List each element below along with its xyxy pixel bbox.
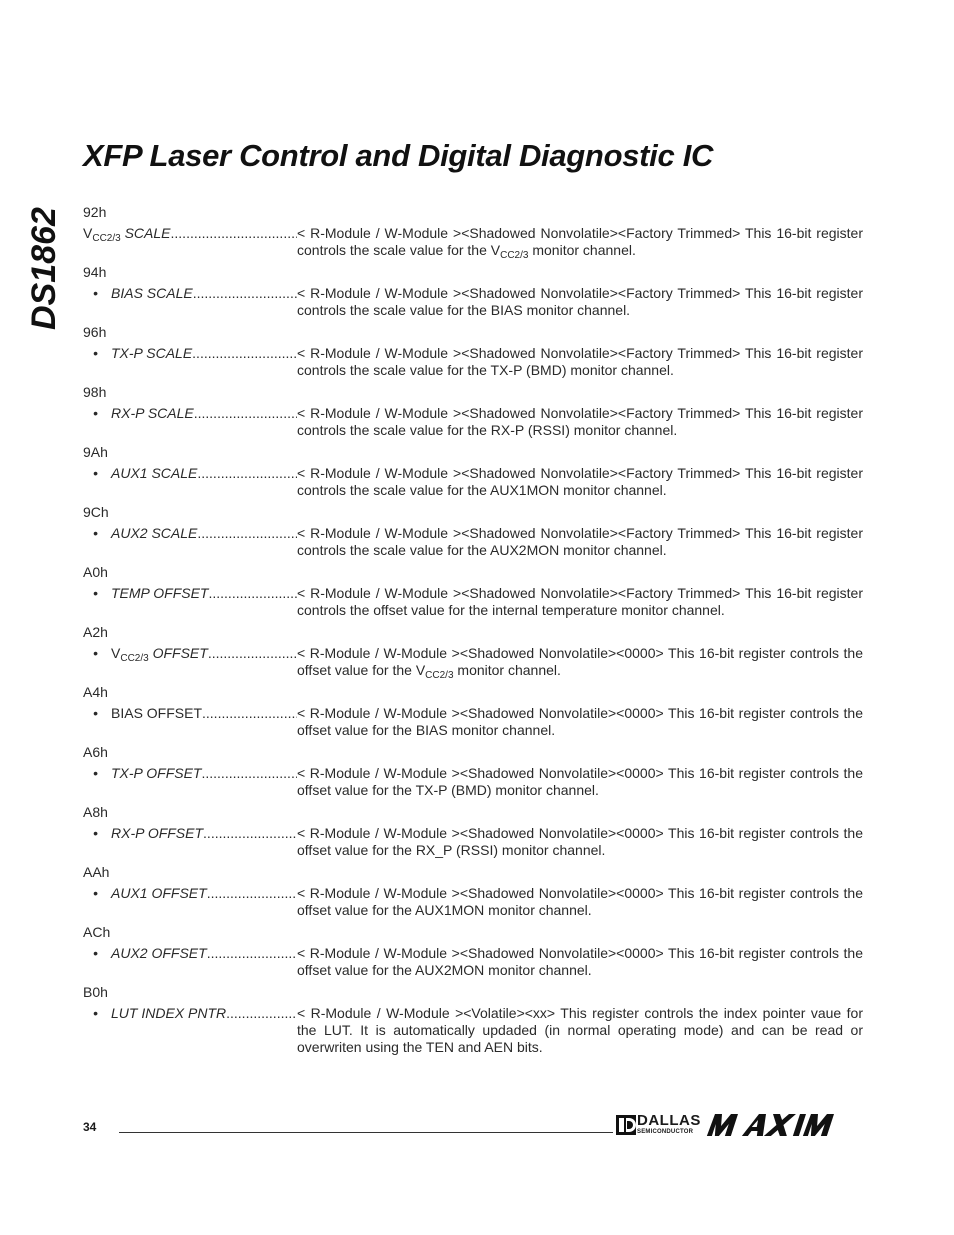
register-name-subscript: CC2/3	[120, 653, 149, 664]
register-description	[297, 405, 863, 439]
register-entry	[83, 525, 863, 559]
register-name-column	[83, 885, 297, 919]
register-entry	[83, 285, 863, 319]
register-name-column	[83, 225, 297, 259]
register-name	[111, 705, 202, 739]
register-name-suffix: OFFSET	[148, 645, 208, 661]
dallas-semiconductor-logo	[616, 1112, 706, 1138]
register-name-text: TX-P OFFSET	[111, 765, 202, 781]
description-subscript: CC2/3	[425, 670, 454, 681]
page-title: XFP Laser Control and Digital Diagnostic IC	[83, 138, 714, 173]
register-name-column	[83, 345, 297, 379]
page-footer	[83, 1112, 863, 1142]
description-text: < R-Module / W-Module ><Shadowed Nonvolatile><Factory Trimmed> This 16-bit register controls the scale value for the V	[297, 225, 863, 258]
description-text: < R-Module / W-Module ><Shadowed Nonvolatile><Factory Trimmed> This 16-bit register controls the scale value for the AUX1MON monitor channel.	[297, 465, 863, 498]
bullet: •	[93, 285, 98, 301]
register-entry	[83, 645, 863, 679]
bullet: •	[93, 585, 98, 601]
dot-leader	[208, 585, 297, 619]
bullet: •	[93, 1005, 98, 1021]
bullet: •	[93, 645, 98, 661]
register-address: 96h	[83, 324, 107, 340]
dot-leader	[201, 765, 297, 799]
register-name	[111, 765, 201, 799]
side-part-number: DS1862	[25, 207, 63, 330]
register-name-text: LUT INDEX PNTR	[111, 1005, 227, 1021]
register-address: 9Ch	[83, 504, 109, 520]
dot-leader	[192, 345, 297, 379]
dot-leader	[207, 945, 297, 979]
register-name	[111, 585, 208, 619]
register-name-column	[83, 825, 297, 859]
register-entry	[83, 585, 863, 619]
description-text: < R-Module / W-Module ><Shadowed Nonvolatile><0000> This 16-bit register controls the offset value for the TX-P (BMD) monitor channel.	[297, 765, 863, 798]
dot-leader	[194, 405, 297, 439]
register-entry	[83, 465, 863, 499]
description-text: < R-Module / W-Module ><Volatile><xx> This register controls the index pointer vaue for the LUT. It is automatically updaded (in normal operating mode) and can be read or overwriten using the TEN and AEN bits.	[297, 1005, 863, 1055]
register-entry	[83, 1005, 863, 1056]
register-description	[297, 525, 863, 559]
register-address: A0h	[83, 564, 108, 580]
register-address: B0h	[83, 984, 108, 1000]
register-name-text: AUX2 OFFSET	[111, 945, 207, 961]
register-name	[111, 405, 194, 439]
register-entry	[83, 885, 863, 919]
register-entry	[83, 825, 863, 859]
register-name-text: V	[111, 645, 121, 661]
register-entry	[83, 705, 863, 739]
bullet: •	[93, 765, 98, 781]
bullet: •	[93, 465, 98, 481]
register-name-text: TX-P SCALE	[111, 345, 193, 361]
register-name	[111, 345, 192, 379]
register-name-column	[83, 285, 297, 319]
register-address: AAh	[83, 864, 110, 880]
register-description	[297, 765, 863, 799]
bullet: •	[93, 345, 98, 361]
register-description	[297, 885, 863, 919]
description-text: < R-Module / W-Module ><Shadowed Nonvolatile><0000> This 16-bit register controls the offset value for the AUX2MON monitor channel.	[297, 945, 863, 978]
register-name	[111, 1005, 226, 1056]
dot-leader	[202, 705, 297, 739]
register-name-text: AUX1 OFFSET	[111, 885, 207, 901]
description-suffix: monitor channel.	[453, 662, 561, 678]
register-description	[297, 1005, 863, 1056]
register-description	[297, 645, 863, 679]
page-number: 34	[83, 1120, 97, 1134]
register-name	[111, 525, 197, 559]
register-name-text: AUX2 SCALE	[111, 525, 198, 541]
bullet: •	[93, 945, 98, 961]
register-name-text: TEMP OFFSET	[111, 585, 209, 601]
register-description	[297, 945, 863, 979]
dallas-mark-icon	[616, 1115, 636, 1135]
register-address: 94h	[83, 264, 107, 280]
bullet: •	[93, 405, 98, 421]
register-entry	[83, 405, 863, 439]
register-description	[297, 225, 863, 259]
register-name	[111, 285, 193, 319]
dot-leader	[203, 825, 297, 859]
dot-leader	[207, 885, 297, 919]
bullet: •	[93, 525, 98, 541]
dallas-wordmark: DALLAS	[637, 1112, 701, 1129]
register-name-subscript: CC2/3	[92, 233, 121, 244]
register-description	[297, 705, 863, 739]
register-name-column	[83, 405, 297, 439]
bullet: •	[93, 705, 98, 721]
register-name-column	[83, 945, 297, 979]
register-name-column	[83, 465, 297, 499]
register-name	[111, 885, 207, 919]
register-name-text: RX-P SCALE	[111, 405, 194, 421]
semiconductor-wordmark: SEMICONDUCTOR	[637, 1129, 694, 1135]
register-description	[297, 285, 863, 319]
register-name-column	[83, 1005, 297, 1056]
description-subscript: CC2/3	[500, 250, 529, 261]
description-text: < R-Module / W-Module ><Shadowed Nonvolatile><0000> This 16-bit register controls the offset value for the RX_P (RSSI) monitor channel.	[297, 825, 863, 858]
bullet: •	[93, 885, 98, 901]
register-address: 9Ah	[83, 444, 108, 460]
dot-leader	[197, 525, 297, 559]
dot-leader	[208, 645, 297, 679]
register-entry	[83, 345, 863, 379]
description-text: < R-Module / W-Module ><Shadowed Nonvolatile><Factory Trimmed> This 16-bit register controls the scale value for the RX-P (RSSI) monitor channel.	[297, 405, 863, 438]
register-name-column	[83, 525, 297, 559]
register-name	[111, 645, 208, 679]
register-address: A6h	[83, 744, 108, 760]
register-name-text: V	[83, 225, 93, 241]
description-text: < R-Module / W-Module ><Shadowed Nonvolatile><0000> This 16-bit register controls the offset value for the BIAS monitor channel.	[297, 705, 863, 738]
register-address: ACh	[83, 924, 111, 940]
register-address: 92h	[83, 204, 107, 220]
footer-rule	[119, 1132, 613, 1133]
dot-leader	[197, 465, 297, 499]
register-name-text: BIAS SCALE	[111, 285, 193, 301]
register-name-text: RX-P OFFSET	[111, 825, 204, 841]
dot-leader	[171, 225, 297, 259]
register-address: 98h	[83, 384, 107, 400]
register-entry	[83, 765, 863, 799]
description-text: < R-Module / W-Module ><Shadowed Nonvolatile><Factory Trimmed> This 16-bit register controls the scale value for the AUX2MON monitor channel.	[297, 525, 863, 558]
bullet: •	[93, 825, 98, 841]
register-name-column	[83, 585, 297, 619]
dot-leader	[193, 285, 297, 319]
register-name-suffix: SCALE	[120, 225, 171, 241]
register-description	[297, 585, 863, 619]
register-name-column	[83, 645, 297, 679]
register-description	[297, 345, 863, 379]
description-suffix: monitor channel.	[528, 242, 636, 258]
register-name	[83, 225, 171, 259]
description-text: < R-Module / W-Module ><Shadowed Nonvolatile><0000> This 16-bit register controls the offset value for the AUX1MON monitor channel.	[297, 885, 863, 918]
description-text: < R-Module / W-Module ><Shadowed Nonvolatile><Factory Trimmed> This 16-bit register controls the offset value for the internal temperature monitor channel.	[297, 585, 863, 618]
register-name	[111, 825, 203, 859]
register-name	[111, 465, 197, 499]
description-text: < R-Module / W-Module ><Shadowed Nonvolatile><0000> This 16-bit register controls the offset value for the V	[297, 645, 863, 678]
register-description	[297, 465, 863, 499]
register-name-text: BIAS OFFSET	[111, 705, 203, 721]
maxim-logo	[705, 1114, 859, 1136]
register-description	[297, 825, 863, 859]
register-address: A4h	[83, 684, 108, 700]
description-text: < R-Module / W-Module ><Shadowed Nonvolatile><Factory Trimmed> This 16-bit register controls the scale value for the TX-P (BMD) monitor channel.	[297, 345, 863, 378]
register-entry	[83, 945, 863, 979]
register-name-column	[83, 765, 297, 799]
register-address: A2h	[83, 624, 108, 640]
register-entry	[83, 225, 863, 259]
register-name-text: AUX1 SCALE	[111, 465, 198, 481]
register-address: A8h	[83, 804, 108, 820]
register-name-column	[83, 705, 297, 739]
register-list	[83, 199, 863, 1056]
description-text: < R-Module / W-Module ><Shadowed Nonvolatile><Factory Trimmed> This 16-bit register controls the scale value for the BIAS monitor channel.	[297, 285, 863, 318]
register-name	[111, 945, 207, 979]
dot-leader	[226, 1005, 297, 1056]
